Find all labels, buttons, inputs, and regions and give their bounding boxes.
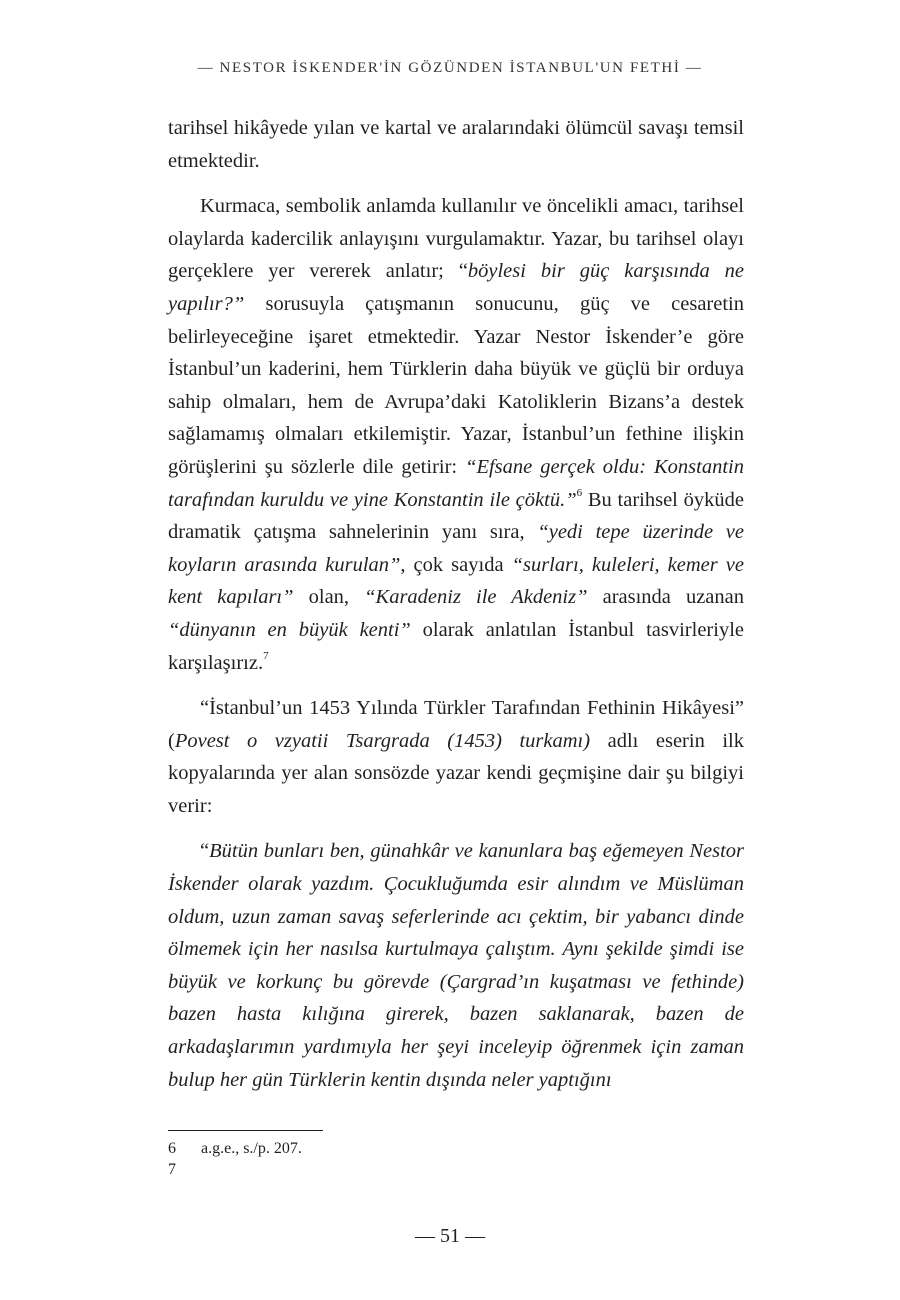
footnote-text: a.g.e., s./p. 207.	[201, 1140, 302, 1157]
footnote-number: 7	[168, 1161, 176, 1178]
paragraph-1: tarihsel hikâyede yılan ve kartal ve aralarındaki ölümcül savaşı temsil etmektedir.	[168, 117, 744, 172]
block-quote: “Bütün bunları ben, günahkâr ve kanunlara baş eğemeyen Nestor İskender olarak yazdım. Çocukluğumda esir alındım ve Müslüman oldum, uzun zaman savaş seferlerinde acı çektim, bir yabancı dinde ölmemek için her nasılsa kurtulmaya çalıştım. Aynı şekilde şimdi ise büyük ve korkunç bu görevde (Çargrad’ın kuşatması ve fethinde) bazen hasta kılığına girerek, bazen saklanarak, bazen de arkadaşlarımın yardımıyla her şeyi inceleyip öğrenmek için zaman bulup her gün Türklerin kentin dışında neler yaptığını	[168, 840, 744, 1091]
footnote-divider	[168, 1130, 323, 1131]
paragraph-3: “İstanbul’un 1453 Yılında Türkler Tarafından Fethinin Hikâyesi” (Povest o vzyatii Tsargrada (1453) turkamı) adlı eserin ilk kopyalarında yer alan sonsözde yazar kendi geçmişine dair şu bilgiyi verir:	[168, 697, 744, 817]
footnote-6	[168, 1138, 568, 1159]
page-body	[168, 112, 744, 1109]
page-number: — 51 —	[415, 1225, 485, 1247]
footnote-ref-6[interactable]: 6	[576, 486, 583, 499]
footnote-number: 6	[168, 1140, 176, 1157]
running-header: — NESTOR İSKENDER'İN GÖZÜNDEN İSTANBUL'UN FETHİ —	[197, 60, 703, 76]
footnote-ref-7[interactable]: 7	[263, 649, 269, 662]
footnote-7	[168, 1159, 568, 1180]
footnotes	[168, 1138, 568, 1180]
paragraph-2: Kurmaca, sembolik anlamda kullanılır ve öncelikli amacı, tarihsel olaylarda kadercilik anlayışını vurgulamaktır. Yazar, bu tarihsel olayı gerçeklere yer vererek anlatır; “böylesi bir güç karşısında ne yapılır?” sorusuyla çatışmanın sonucunu, güç ve cesaretin belirleyeceğine işaret etmektedir. Yazar Nestor İskender’e göre İstanbul’un kaderini, hem Türklerin daha büyük ve güçlü bir orduya sahip olmaları, hem de Avrupa’daki Katoliklerin Bizans’a destek sağlamamış olmaları etkilemiştir. Yazar, İstanbul’un fethine ilişkin görüşlerini şu sözlerle dile getirir: “Efsane gerçek oldu: Konstantin tarafından kuruldu ve yine Konstantin ile çöktü.”$^6$ Bu tarihsel öyküde dramatik çatışma sahnelerinin yanı sıra, “yedi tepe üzerinde ve koyların arasında kurulan”, çok sayıda “surları, kuleleri, kemer ve kent kapıları” olan, “Karadeniz ile Akdeniz” arasında uzanan “dünyanın en büyük kenti” olarak anlatılan İstanbul tasvirleriyle karşılaşırız.$^7$	[168, 195, 745, 674]
